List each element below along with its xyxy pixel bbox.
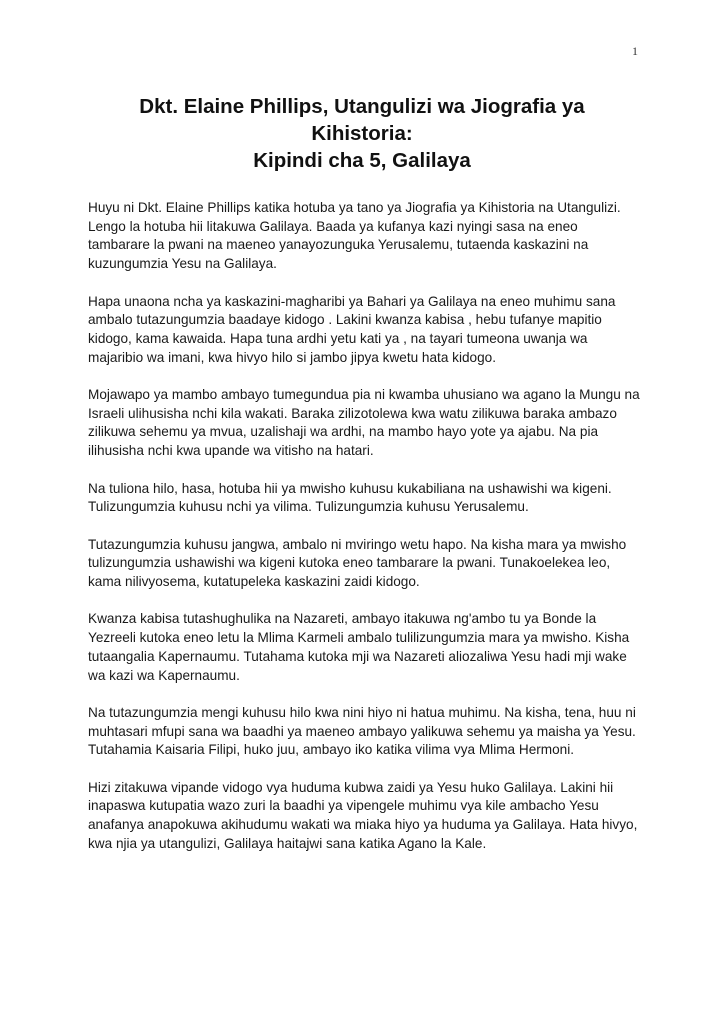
title-line-1: Dkt. Elaine Phillips, Utangulizi wa Jiografia ya: [139, 95, 585, 118]
document-title: [88, 93, 636, 174]
paragraph: Mojawapo ya mambo ambayo tumegundua pia ni kwamba uhusiano wa agano la Mungu na Israeli ulihusisha nchi kila wakati. Baraka zilizotolewa kwa watu zilikuwa baraka ambazo zilikuwa sehemu ya mvua, uzalishaji wa ardhi, na mambo hayo yote ya ajabu. Na pia ilihusisha nchi kwa upande wa vitisho na hatari.: [88, 387, 640, 459]
title-line-2: Kihistoria:: [311, 122, 413, 145]
document-body: [88, 199, 642, 872]
paragraph: Na tutazungumzia mengi kuhusu hilo kwa nini hiyo ni hatua muhimu. Na kisha, tena, huu ni muhtasari mfupi sana wa baadhi ya maeneo ambayo yalikuwa sehemu ya maisha ya Yesu. Tutahamia Kaisaria Filipi, huko juu, ambayo iko katika vilima vya Mlima Hermoni.: [88, 704, 636, 758]
paragraph: Huyu ni Dkt. Elaine Phillips katika hotuba ya tano ya Jiografia ya Kihistoria na Utangulizi. Lengo la hotuba hii litakuwa Galilaya. Baada ya kufanya kazi nyingi sasa na eneo tambarare la pwani na maeneo yanayozunguka Yerusalemu, tutaenda kaskazini na kuzungumzia Yesu na Galilaya.: [88, 200, 621, 272]
paragraph: Tutazungumzia kuhusu jangwa, ambalo ni mviringo wetu hapo. Na kisha mara ya mwisho tulizungumzia ushawishi wa kigeni kutoka eneo tambarare la pwani. Tunakoelekea leo, kama nilivyosema, kutatupeleka kaskazini zaidi kidogo.: [88, 536, 627, 589]
paragraph: Hapa unaona ncha ya kaskazini-magharibi ya Bahari ya Galilaya na eneo muhimu sana ambalo tutazungumzia baadaye kidogo . Lakini kwanza kabisa , hebu tufanye mapitio kidogo, kama kawaida. Hapa tuna ardhi yetu kati ya , na tayari tumeona uwanja wa majaribio wa imani, kwa hivyo hilo si jambo jipya kwetu hata kidogo.: [88, 293, 616, 365]
page-number: 1: [632, 44, 638, 58]
paragraph: Na tuliona hilo, hasa, hotuba hii ya mwisho kuhusu kukabiliana na ushawishi wa kigeni. Tulizungumzia kuhusu nchi ya vilima. Tulizungumzia kuhusu Yerusalemu.: [88, 480, 612, 515]
paragraph: Kwanza kabisa tutashughulika na Nazareti, ambayo itakuwa ng'ambo tu ya Bonde la Yezreeli kutoka eneo letu la Mlima Karmeli ambalo tulilizungumzia mara ya mwisho. Kisha tutaangalia Kapernaumu. Tutahama kutoka mji wa Nazareti aliozaliwa Yesu hadi mji wake wa kazi wa Kapernaumu.: [88, 611, 630, 683]
title-line-3: Kipindi cha 5, Galilaya: [253, 149, 471, 172]
paragraph: Hizi zitakuwa vipande vidogo vya huduma kubwa zaidi ya Yesu huko Galilaya. Lakini hii inapaswa kutupatia wazo zuri la baadhi ya vipengele muhimu vya kile ambacho Yesu anafanya anapokuwa akihudumu wakati wa miaka hiyo ya huduma ya Galilaya. Hata hivyo, kwa njia ya utangulizi, Galilaya haitajwi sana katika Agano la Kale.: [88, 779, 638, 851]
